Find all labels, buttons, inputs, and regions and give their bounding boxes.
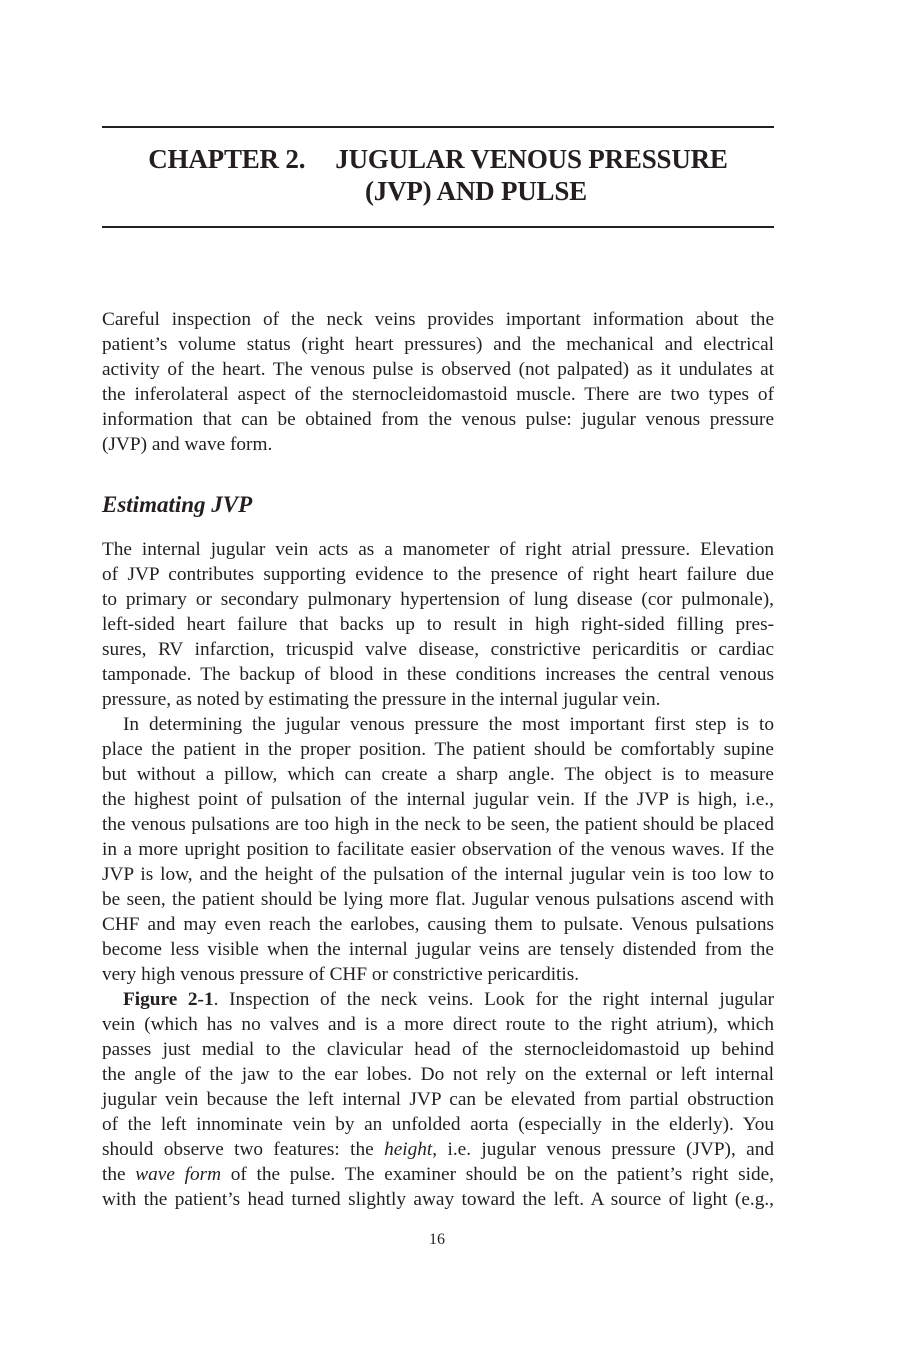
chapter-number: CHAPTER 2. xyxy=(148,144,306,174)
text-line: sures, RV infarction, tricuspid valve disease, constrictive pericarditis or cardiac xyxy=(102,639,774,660)
paragraph-1 xyxy=(102,537,774,712)
figure-reference: Figure 2-1 xyxy=(123,989,214,1010)
text-line: information that can be obtained from the venous pulse: jugular venous pressure xyxy=(102,409,774,430)
text-line: JVP is low, and the height of the pulsation of the internal jugular vein is too low to xyxy=(102,864,774,885)
text-line: be seen, the patient should be lying more flat. Jugular venous pulsations ascend with xyxy=(102,889,774,910)
section-heading: Estimating JVP xyxy=(102,492,253,517)
text-line: very high venous pressure of CHF or constrictive pericarditis. xyxy=(102,964,580,985)
text-line: the wave form of the pulse. The examiner should be on the patient’s right side, xyxy=(102,1164,774,1185)
text-line: with the patient’s head turned slightly away toward the left. A source of light (e.g., xyxy=(102,1189,774,1210)
chapter-title-line2: (JVP) AND PULSE xyxy=(364,176,587,206)
text-line: In determining the jugular venous pressure the most important first step is to xyxy=(123,714,774,735)
text-line: left-sided heart failure that backs up to result in high right-sided filling pres- xyxy=(102,614,774,635)
text-line: the angle of the jaw to the ear lobes. Do not rely on the external or left internal xyxy=(102,1064,774,1085)
text-line: activity of the heart. The venous pulse is observed (not palpated) as it undulates at xyxy=(102,359,774,380)
emphasis-wave-form: wave form xyxy=(135,1164,222,1185)
text-line: patient’s volume status (right heart pressures) and the mechanical and electrical xyxy=(102,334,774,355)
page-number: 16 xyxy=(429,1231,445,1248)
emphasis-height: height xyxy=(384,1139,433,1160)
text-line: CHF and may even reach the earlobes, causing them to pulsate. Venous pulsations xyxy=(102,914,774,935)
text-line: become less visible when the internal jugular veins are tensely distended from the xyxy=(102,939,774,960)
text-line: the venous pulsations are too high in the neck to be seen, the patient should be placed xyxy=(102,814,774,835)
text-line: (JVP) and wave form. xyxy=(102,434,273,455)
text-line: the inferolateral aspect of the sternocleidomastoid muscle. There are two types of xyxy=(102,384,774,405)
text-line: of the left innominate vein by an unfolded aorta (especially in the elderly). You xyxy=(102,1114,774,1135)
text-line: to primary or secondary pulmonary hypertension of lung disease (cor pulmonale), xyxy=(102,589,774,610)
text-line: vein (which has no valves and is a more direct route to the right atrium), which xyxy=(102,1014,774,1035)
chapter-title xyxy=(102,143,774,207)
text-line: the highest point of pulsation of the internal jugular vein. If the JVP is high, i.e., xyxy=(102,789,774,810)
top-rule xyxy=(102,126,774,128)
body-text xyxy=(102,537,774,1212)
text-line: pressure, as noted by estimating the pressure in the internal jugular vein. xyxy=(102,689,661,710)
text-line: of JVP contributes supporting evidence to the presence of right heart failure due xyxy=(102,564,774,585)
paragraph-3 xyxy=(102,987,774,1212)
text-line: Careful inspection of the neck veins provides important information about the xyxy=(102,309,774,330)
text-line: place the patient in the proper position. The patient should be comfortably supine xyxy=(102,739,774,760)
chapter-title-line1: JUGULAR VENOUS PRESSURE xyxy=(335,144,728,174)
text-line: tamponade. The backup of blood in these conditions increases the central venous xyxy=(102,664,774,685)
text-line: but without a pillow, which can create a sharp angle. The object is to measure xyxy=(102,764,774,785)
text-line: passes just medial to the clavicular head of the sternocleidomastoid up behind xyxy=(102,1039,774,1060)
paragraph-2 xyxy=(102,712,774,987)
text-line: should observe two features: the height, i.e. jugular venous pressure (JVP), and xyxy=(102,1139,774,1160)
text-line: The internal jugular vein acts as a manometer of right atrial pressure. Elevation xyxy=(102,539,774,560)
text-line: jugular vein because the left internal JVP can be elevated from partial obstruction xyxy=(102,1089,774,1110)
intro-paragraph xyxy=(102,307,774,457)
text-line: in a more upright position to facilitate easier observation of the venous waves. If the xyxy=(102,839,774,860)
bottom-rule xyxy=(102,226,774,228)
text-line: Figure 2-1. Inspection of the neck veins. Look for the right internal jugular xyxy=(123,989,774,1010)
